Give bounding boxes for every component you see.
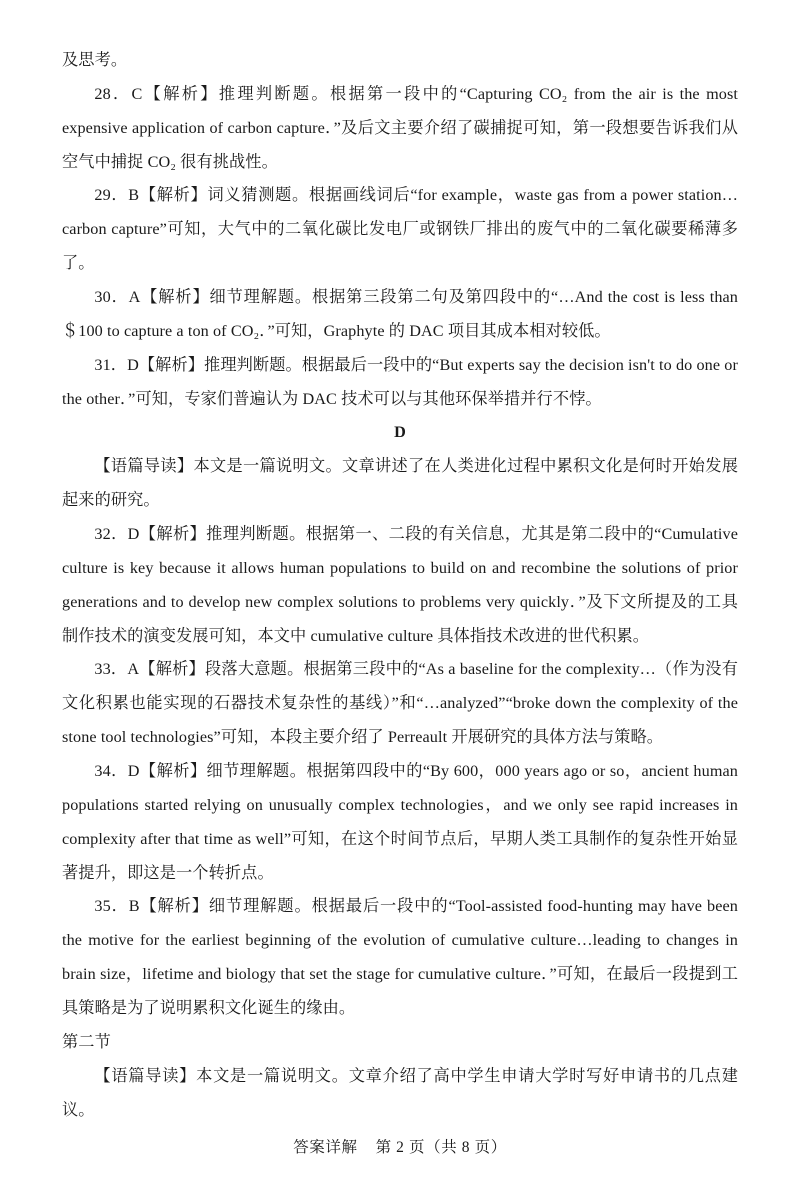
answer-35: 35．B【解析】细节理解题。根据最后一段中的“Tool-assisted food-hunting may have been the motive for the earliest beginning of the evolution of cumulative culture…leading to changes in brain size，lifetime and biology that set the stage for cumulative culture．”可知，在最后一段提到工具策略是为了说明累积文化诞生的缘由。 [62,897,738,1018]
continuation-line: 及思考。 [62,51,128,69]
answer-31: 31．D【解析】推理判断题。根据最后一段中的“But experts say the decision isn't to do one or the other．”可知，专家们普遍认为 DAC 技术可以与其他环保举措并行不悖。 [62,355,738,408]
answer-30: 30．A【解析】细节理解题。根据第三段第二句及第四段中的“…And the cost is less than ＄100 to capture a ton of CO₂．”可知，Graphyte 的 DAC 项目其成本相对较低。 [62,288,738,340]
answer-29: 29．B【解析】词义猜测题。根据画线词后“for example，waste gas from a power station…carbon capture”可知，大气中的二氧化碳比发电厂或钢铁厂排出的废气中的二氧化碳要稀薄多了。 [62,186,738,273]
passage-guide-section-two: 【语篇导读】本文是一篇说明文。文章介绍了高中学生申请大学时写好申请书的几点建议。 [62,1066,738,1119]
footer-title: 答案详解 [293,1139,358,1156]
answer-28: 28．C【解析】推理判断题。根据第一段中的“Capturing CO₂ from the air is the most expensive application of carbon capture．”及后文主要介绍了碳捕捉可知，第一段想要告诉我们从空气中捕捉 CO₂ 很有挑战性。 [62,84,738,171]
document-body [62,44,738,1128]
section-heading-d: D [394,423,406,442]
section-label-two: 第二节 [62,1032,111,1051]
answer-32: 32．D【解析】推理判断题。根据第一、二段的有关信息，尤其是第二段中的“Cumulative culture is key because it allows human populations to build on and recombine the solutions of prior generations and to develop new complex solutions to problems very quickly．”及下文所提及的工具制作技术的演变发展可知，本文中 cumulative culture 具体指技术改进的世代积累。 [62,525,738,645]
page-footer [0,1135,800,1157]
footer-page-number: 第 2 页（共 8 页） [375,1139,507,1156]
passage-guide-d: 【语篇导读】本文是一篇说明文。文章讲述了在人类进化过程中累积文化是何时开始发展起来的研究。 [62,457,738,510]
answer-34: 34．D【解析】细节理解题。根据第四段中的“By 600，000 years ago or so，ancient human populations started relying on unusually complex technologies，and we only see rapid increases in complexity after that time as well”可知，在这个时间节点后，早期人类工具制作的复杂性开始显著提升，即这是一个转折点。 [62,762,738,882]
answer-33: 33．A【解析】段落大意题。根据第三段中的“As a baseline for the complexity…（作为没有文化积累也能实现的石器技术复杂性的基线）”和“…analyzed”“broke down the complexity of the stone tool technologies”可知，本段主要介绍了 Perreault 开展研究的具体方法与策略。 [62,660,738,747]
